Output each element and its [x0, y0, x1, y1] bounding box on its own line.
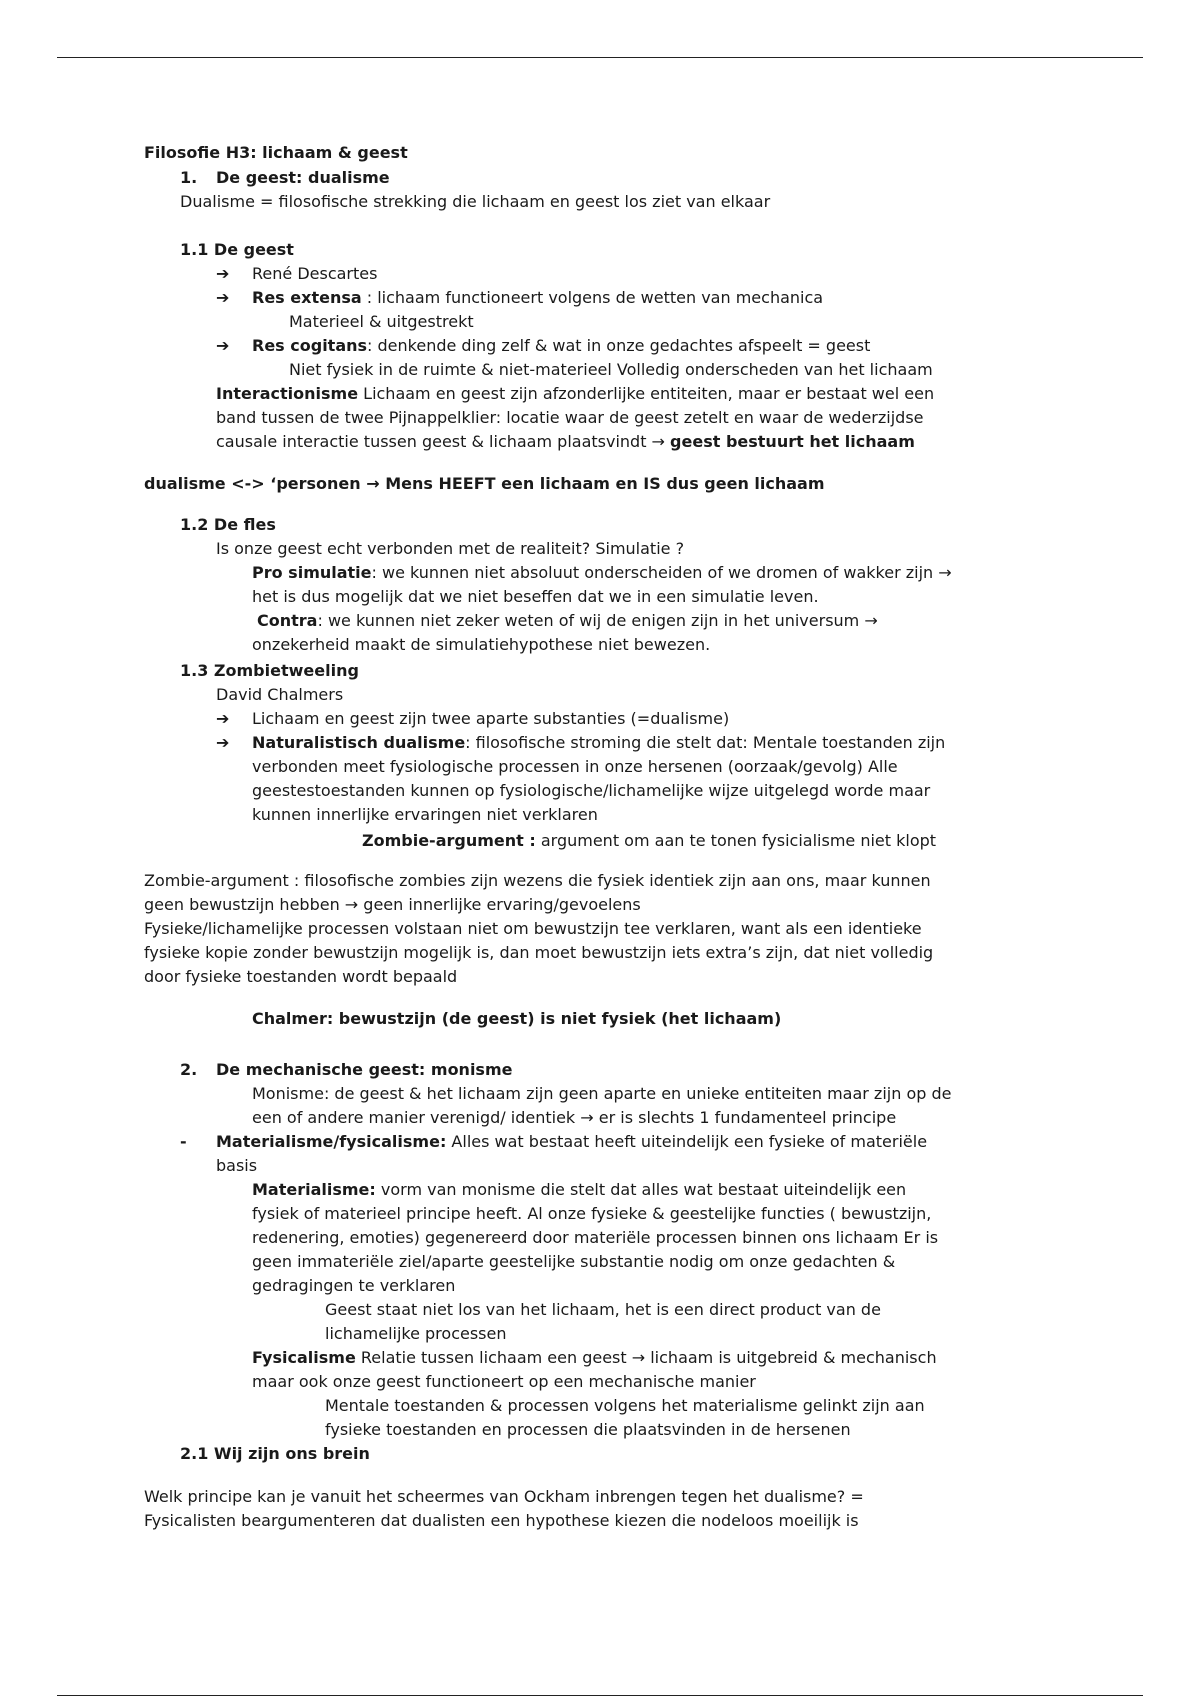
materialisme-line-3: redenering, emoties) gegenereerd door materiële processen binnen ons lichaam Er is — [252, 1228, 939, 1247]
dualisme-definition: Dualisme = filosofische strekking die lichaam en geest los ziet van elkaar — [180, 192, 771, 211]
materialisme-fysicalisme-line-2: basis — [216, 1156, 258, 1175]
top-rule — [57, 57, 1143, 58]
monisme-def-line-1: Monisme: de geest & het lichaam zijn geen aparte en unieke entiteiten maar zijn op de — [252, 1084, 952, 1103]
fysicalisme-line-2: maar ook onze geest functioneert op een mechanische manier — [252, 1372, 756, 1391]
zombie-para-line-4: fysieke kopie zonder bewustzijn mogelijk is, dan moet bewustzijn iets extra’s zijn, dat niet volledig — [144, 943, 934, 962]
materialisme-sub-line-1: Geest staat niet los van het lichaam, het is een direct product van de — [325, 1300, 881, 1319]
materialisme-fysicalisme-line-1: Materialisme/fysicalisme: Alles wat bestaat heeft uiteindelijk een fysieke of materiële — [216, 1132, 928, 1151]
section-1-3-heading: 1.3 Zombietweeling — [180, 661, 359, 680]
arrow-bullet-icon: ➔ — [216, 288, 230, 307]
interactionisme-line-1: Interactionisme Lichaam en geest zijn afzonderlijke entiteiten, maar er bestaat wel een — [216, 384, 935, 403]
dualisme-personen-line: dualisme <-> ‘personen → Mens HEEFT een lichaam en IS dus geen lichaam — [144, 474, 825, 493]
res-cogitans-sub: Niet fysiek in de ruimte & niet-materieel Volledig onderscheden van het lichaam — [289, 360, 933, 379]
zombie-para-line-1: Zombie-argument : filosofische zombies zijn wezens die fysiek identiek zijn aan ons, maar kunnen — [144, 871, 931, 890]
materialisme-line-2: fysiek of materieel principe heeft. Al onze fysieke & geestelijke functies ( bewustzijn, — [252, 1204, 932, 1223]
monisme-def-line-2: een of andere manier verenigd/ identiek → er is slechts 1 fundamenteel principe — [252, 1108, 897, 1127]
pro-simulatie-line-1: Pro simulatie: we kunnen niet absoluut onderscheiden of we dromen of wakker zijn → — [252, 563, 952, 582]
section-1-2-heading: 1.2 De fles — [180, 515, 276, 534]
naturalistisch-dualisme-line-1: Naturalistisch dualisme: filosofische stroming die stelt dat: Mentale toestanden zijn — [252, 733, 946, 752]
fysicalisme-sub-line-2: fysieke toestanden en processen die plaatsvinden in de hersenen — [325, 1420, 851, 1439]
naturalistisch-dualisme-line-4: kunnen innerlijke ervaringen niet verklaren — [252, 805, 598, 824]
section-1-number: 1. — [180, 168, 198, 187]
arrow-bullet-icon: ➔ — [216, 264, 230, 283]
section-1-1-heading: 1.1 De geest — [180, 240, 294, 259]
materialisme-line-4: geen immateriële ziel/aparte geestelijke substantie nodig om onze gedachten & — [252, 1252, 896, 1271]
fysicalisme-line-1: Fysicalisme Relatie tussen lichaam een geest → lichaam is uitgebreid & mechanisch — [252, 1348, 937, 1367]
contra-line-2: onzekerheid maakt de simulatiehypothese niet bewezen. — [252, 635, 711, 654]
zombie-para-line-2: geen bewustzijn hebben → geen innerlijke ervaring/gevoelens — [144, 895, 641, 914]
chalmer-conclusion: Chalmer: bewustzijn (de geest) is niet fysiek (het lichaam) — [252, 1009, 782, 1028]
zombie-argument-line: Zombie-argument : argument om aan te tonen fysicialisme niet klopt — [362, 831, 937, 850]
section-2-heading: De mechanische geest: monisme — [216, 1060, 513, 1079]
arrow-bullet-icon: ➔ — [216, 336, 230, 355]
naturalistisch-dualisme-line-2: verbonden meet fysiologische processen in onze hersenen (oorzaak/gevolg) Alle — [252, 757, 898, 776]
contra-line-1: Contra: we kunnen niet zeker weten of wij de enigen zijn in het universum → — [257, 611, 878, 630]
arrow-bullet-icon: ➔ — [216, 733, 230, 752]
bullet-twee-substanties: Lichaam en geest zijn twee aparte substanties (=dualisme) — [252, 709, 730, 728]
ockham-line-2: Fysicalisten beargumenteren dat dualisten een hypothese kiezen die nodeloos moeilijk is — [144, 1511, 859, 1530]
res-extensa-sub: Materieel & uitgestrekt — [289, 312, 474, 331]
materialisme-line-5: gedragingen te verklaren — [252, 1276, 456, 1295]
bullet-res-extensa: Res extensa : lichaam functioneert volgens de wetten van mechanica — [252, 288, 824, 307]
dash-bullet: - — [180, 1132, 187, 1151]
zombie-para-line-3: Fysieke/lichamelijke processen volstaan niet om bewustzijn tee verklaren, want als een identieke — [144, 919, 922, 938]
bullet-res-cogitans: Res cogitans: denkende ding zelf & wat in onze gedachtes afspeelt = geest — [252, 336, 871, 355]
ockham-line-1: Welk principe kan je vanuit het scheermes van Ockham inbrengen tegen het dualisme? = — [144, 1487, 864, 1506]
materialisme-sub-line-2: lichamelijke processen — [325, 1324, 507, 1343]
section-2-1-heading: 2.1 Wij zijn ons brein — [180, 1444, 370, 1463]
simulatie-question: Is onze geest echt verbonden met de realiteit? Simulatie ? — [216, 539, 685, 558]
materialisme-line-1: Materialisme: vorm van monisme die stelt dat alles wat bestaat uiteindelijk een — [252, 1180, 907, 1199]
arrow-bullet-icon: ➔ — [216, 709, 230, 728]
interactionisme-line-3: causale interactie tussen geest & lichaam plaatsvindt → geest bestuurt het lichaam — [216, 432, 915, 451]
zombie-para-line-5: door fysieke toestanden wordt bepaald — [144, 967, 458, 986]
fysicalisme-sub-line-1: Mentale toestanden & processen volgens het materialisme gelinkt zijn aan — [325, 1396, 925, 1415]
section-1-heading: De geest: dualisme — [216, 168, 390, 187]
interactionisme-line-2: band tussen de twee Pijnappelklier: locatie waar de geest zetelt en waar de wederzijdse — [216, 408, 924, 427]
naturalistisch-dualisme-line-3: geestestoestanden kunnen op fysiologische/lichamelijke wijze uitgelegd worde maar — [252, 781, 931, 800]
section-2-number: 2. — [180, 1060, 198, 1079]
bottom-rule — [57, 1695, 1143, 1696]
bullet-descartes: René Descartes — [252, 264, 378, 283]
page-title: Filosofie H3: lichaam & geest — [144, 143, 408, 162]
pro-simulatie-line-2: het is dus mogelijk dat we niet beseffen dat we in een simulatie leven. — [252, 587, 819, 606]
chalmers-author: David Chalmers — [216, 685, 344, 704]
